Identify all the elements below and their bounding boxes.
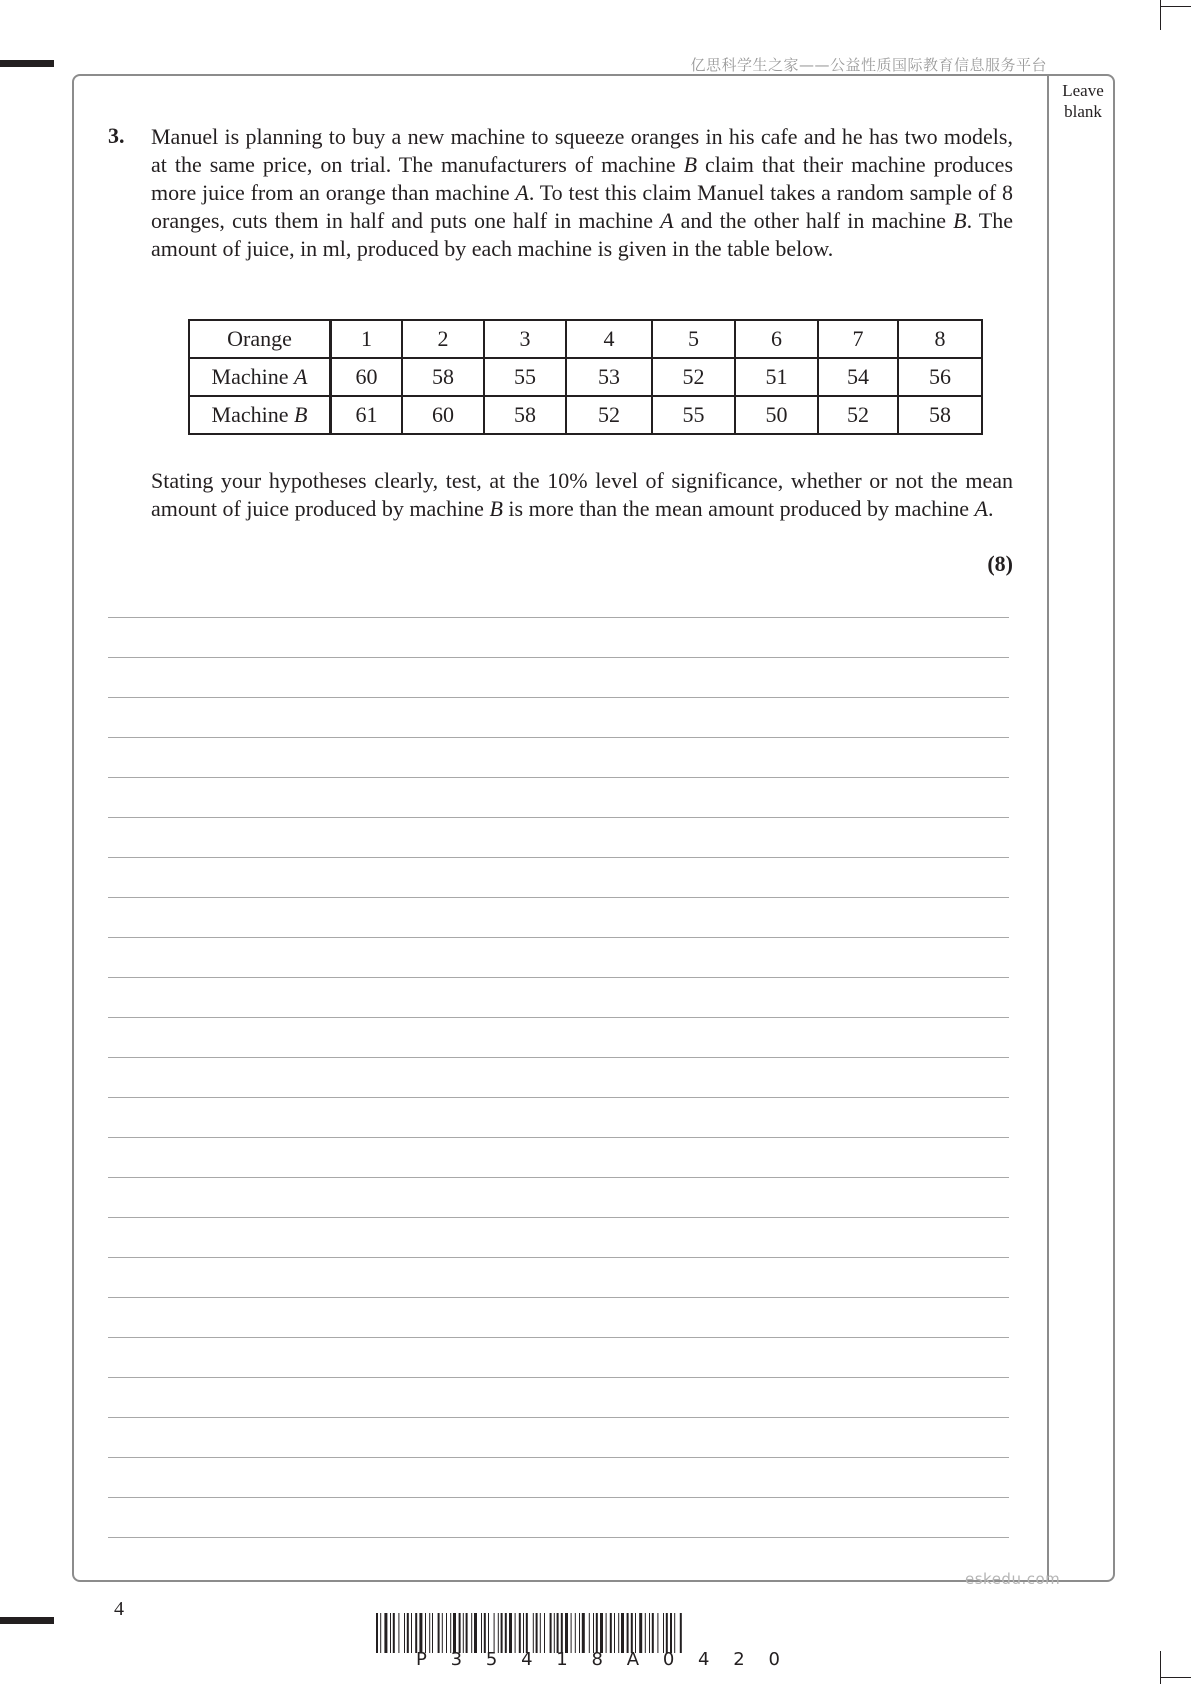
table-cell: 60 [402,396,484,434]
crop-mark-top-right-v [1160,0,1161,30]
table-column-header: 3 [484,320,566,358]
table-cell: 51 [735,358,818,396]
barcode-character: A [626,1649,640,1670]
barcode-bar [404,1613,405,1653]
answer-line[interactable] [108,1337,1009,1338]
barcode-bar [519,1613,521,1653]
machine-b-symbol: B [683,152,698,177]
table-cell: 52 [818,396,898,434]
machine-b-symbol: B [953,208,967,233]
table-cell: 54 [818,358,898,396]
barcode-bar [621,1613,624,1653]
barcode-bar [614,1613,615,1653]
table-column-header: 2 [402,320,484,358]
answer-line[interactable] [108,1017,1009,1018]
barcode-bar [575,1613,576,1653]
barcode-image [376,1613,810,1653]
barcode-bar [561,1613,563,1653]
barcode-bar [407,1613,409,1653]
answer-line[interactable] [108,617,1009,618]
barcode-bar [471,1613,472,1653]
barcode-bar [544,1613,545,1653]
question-marks: (8) [987,551,1013,576]
barcode-bar [649,1613,650,1653]
question-intro-text: claim that their machine produces more juice from an orange than machine [151,152,1014,205]
barcode-bar [618,1613,619,1653]
crop-mark-bottom-left [0,1617,54,1624]
row-label-var: B [294,402,308,427]
question-intro [151,123,1013,263]
barcode-bar [488,1613,489,1653]
barcode-bar [398,1613,399,1653]
table-cell: 52 [566,396,652,434]
barcode-bar [390,1613,391,1653]
answer-line[interactable] [108,857,1009,858]
barcode-bar [446,1613,447,1653]
barcode-bar [442,1613,443,1653]
table-header-row [189,320,982,358]
barcode-bar [582,1613,585,1653]
barcode-bar [593,1613,594,1653]
table-cell: 61 [331,396,403,434]
barcode-bar [627,1613,629,1653]
table-row [189,396,982,434]
answer-line[interactable] [108,1297,1009,1298]
table-cell: 50 [735,396,818,434]
question-intro-text: and the other half in machine [673,208,954,233]
barcode-bar [463,1613,464,1653]
answer-line[interactable] [108,1457,1009,1458]
barcode-bar [631,1613,633,1653]
barcode-bar [645,1613,646,1653]
barcode-bar [438,1613,440,1653]
row-label-var: A [294,364,308,389]
question-instruction [151,467,1013,523]
table-cell: 58 [484,396,566,434]
barcode-character: 3 [450,1649,463,1670]
question-instruction-text: . [988,496,994,521]
answer-line[interactable] [108,1217,1009,1218]
question-intro-text: . The amount of juice, in ml, produced by each machine is given in the table below. [151,208,1013,261]
barcode-character: P [416,1649,427,1670]
barcode-bar [515,1613,516,1653]
answer-line[interactable] [108,1097,1009,1098]
table-column-header: 6 [735,320,818,358]
barcode-bar [606,1613,607,1653]
answer-line[interactable] [108,1537,1009,1538]
barcode-bar [533,1613,534,1653]
barcode-bar [610,1613,612,1653]
barcode-bar [415,1613,417,1653]
table-row [189,358,982,396]
barcode-character: 1 [556,1649,568,1670]
barcode-bar [481,1613,482,1653]
barcode-bar [498,1613,499,1653]
barcode-bar [596,1613,598,1653]
row-label-machine-a [189,358,331,396]
barcode-bar [393,1613,395,1653]
barcode-bar [484,1613,486,1653]
table-cell: 60 [331,358,403,396]
leave-blank-line-2: blank [1064,102,1102,121]
row-label-text: Machine [211,402,294,427]
table-column-header: 5 [652,320,735,358]
juice-table [188,319,983,435]
barcode-bar [674,1613,675,1653]
barcode-bar [536,1613,538,1653]
table-header-orange: Orange [189,320,331,358]
barcode-bar [550,1613,552,1653]
page-number: 4 [114,1598,124,1620]
question-instruction-text: Stating your hypotheses clearly, test, at the 10% level of significance, whether or not the mean amount of juice produced by machine [151,468,1013,521]
table-cell: 52 [652,358,735,396]
machine-b-symbol: B [489,496,503,521]
barcode-bar [411,1613,412,1653]
leave-blank-label [1049,80,1117,122]
answer-line[interactable] [108,1417,1009,1418]
barcode-bar [670,1613,672,1653]
answer-line[interactable] [108,1177,1009,1178]
barcode-character: 2 [733,1649,745,1670]
barcode-character: 8 [591,1649,603,1670]
barcode-bar [526,1613,528,1653]
machine-a-symbol: A [974,496,988,521]
crop-mark-top-right-h [1160,6,1191,7]
header-watermark: 亿思科学生之家——公益性质国际教育信息服务平台 [690,56,1047,74]
table-cell: 56 [898,358,982,396]
answer-line[interactable] [108,1057,1009,1058]
table-column-header: 1 [331,320,403,358]
answer-line[interactable] [108,1497,1009,1498]
site-watermark: eskedu.com [965,1570,1061,1588]
barcode-bar [639,1613,642,1653]
barcode-bar [384,1613,387,1653]
answer-line[interactable] [108,777,1009,778]
question-number: 3. [108,123,125,148]
barcode-bar [663,1613,664,1653]
barcode-bar [429,1613,430,1653]
leave-blank-line-1: Leave [1062,81,1104,100]
barcode-bar [505,1613,507,1653]
table-cell: 55 [652,396,735,434]
barcode-bar [579,1613,580,1653]
barcode-bar [380,1613,381,1653]
table-cell: 55 [484,358,566,396]
barcode-bar [523,1613,524,1653]
barcode-bar [474,1613,477,1653]
barcode-bar [494,1613,495,1653]
answer-line[interactable] [108,657,1009,658]
answer-line[interactable] [108,1257,1009,1258]
barcode-character: 0 [662,1649,675,1670]
barcode-bar [635,1613,636,1653]
barcode-bar [657,1613,658,1653]
table-column-header: 8 [898,320,982,358]
barcode-bar [565,1613,568,1653]
answer-line[interactable] [108,1137,1009,1138]
barcode-bar [432,1613,433,1653]
barcode-bar [419,1613,422,1653]
machine-a-symbol: A [515,180,529,205]
table-cell: 53 [566,358,652,396]
row-label-text: Machine [211,364,294,389]
answer-line[interactable] [108,937,1009,938]
barcode-bar [557,1613,559,1653]
question-intro-text: . To test this claim Manuel takes a random sample of 8 oranges, cuts them in half and puts one half in machine [151,180,1013,233]
row-label-machine-b [189,396,331,434]
answer-line[interactable] [108,697,1009,698]
answer-line[interactable] [108,1377,1009,1378]
barcode-bar [666,1613,668,1653]
table-cell: 58 [898,396,982,434]
answer-line[interactable] [108,737,1009,738]
machine-a-symbol: A [660,208,674,233]
barcode-character: 4 [521,1649,533,1670]
barcode-bar [466,1613,468,1653]
barcode-bar [589,1613,590,1653]
barcode-bar [425,1613,426,1653]
barcode-character: 5 [485,1649,498,1670]
barcode-bar [540,1613,541,1653]
question-intro-text: Manuel is planning to buy a new machine to squeeze oranges in his cafe and he has two models, at the same price, on trial. The manufacturers of machine [151,124,1013,177]
table-column-header: 7 [818,320,898,358]
barcode-bar [453,1613,456,1653]
barcode-character: 4 [698,1649,710,1670]
barcode-bar [450,1613,451,1653]
barcode-bar [554,1613,555,1653]
question-instruction-text: is more than the mean amount produced by machine [502,496,975,521]
crop-mark-bottom-right-v [1160,1651,1161,1684]
answer-line[interactable] [108,897,1009,898]
barcode-bar [376,1613,378,1653]
barcode-character: 0 [768,1649,780,1670]
barcode-bar [571,1613,572,1653]
barcode-bar [501,1613,503,1653]
barcode-text [416,1649,780,1670]
answer-frame [72,74,1115,1582]
answer-line[interactable] [108,977,1009,978]
barcode-bar [600,1613,603,1653]
margin-divider [1047,75,1049,1581]
barcode-bar [652,1613,654,1653]
barcode-bar [680,1613,682,1653]
barcode-bar [509,1613,512,1653]
table-column-header: 4 [566,320,652,358]
barcode-bar [459,1613,461,1653]
answer-line[interactable] [108,817,1009,818]
table-cell: 58 [402,358,484,396]
crop-mark-bottom-right-h [1160,1677,1191,1678]
